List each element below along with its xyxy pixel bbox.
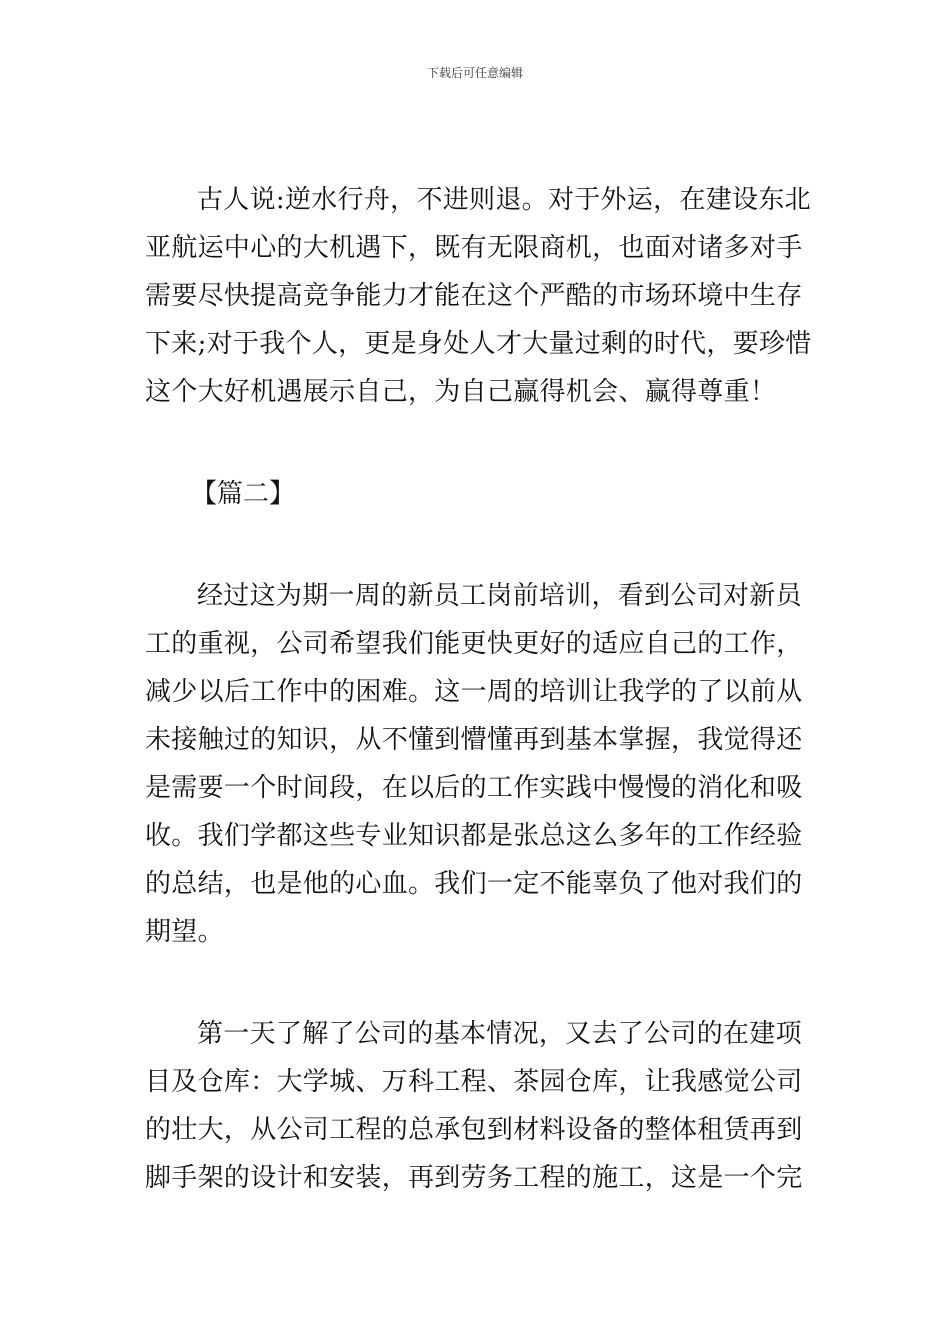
paragraph-line: 工的重视，公司希望我们能更快更好的适应自己的工作，: [145, 629, 803, 659]
paragraph-1: [145, 176, 812, 416]
document-body: [145, 176, 812, 1202]
paragraph-line: 是需要一个时间段，在以后的工作实践中慢慢的消化和吸: [145, 773, 803, 803]
paragraph-line: 古人说:逆水行舟，不进则退。对于外运，在建设东北: [197, 185, 811, 215]
paragraph-line: 第一天了解了公司的基本情况，又去了公司的在建项: [197, 1019, 802, 1049]
paragraph-line: 需要尽快提高竞争能力才能在这个严酷的市场环境中生存: [145, 281, 803, 311]
paragraph-line: 目及仓库：大学城、万科工程、茶园仓库，让我感觉公司: [145, 1067, 803, 1097]
paragraph-line: 的壮大，从公司工程的总承包到材料设备的整体租赁再到: [145, 1115, 803, 1145]
section-heading: 【篇二】: [191, 479, 296, 509]
paragraph-line: 的总结，也是他的心血。我们一定不能辜负了他对我们的: [145, 869, 803, 899]
paragraph-line: 未接触过的知识，从不懂到懵懂再到基本掌握，我觉得还: [145, 725, 803, 755]
page-header: 下载后可任意编辑: [426, 66, 523, 80]
paragraph-line: 下来;对于我个人，更是身处人才大量过剩的时代，要珍惜: [145, 329, 812, 359]
paragraph-line: 脚手架的设计和安装，再到劳务工程的施工，这是一个完: [145, 1163, 803, 1193]
paragraph-line: 亚航运中心的大机遇下，既有无限商机，也面对诸多对手: [145, 233, 803, 263]
paragraph-line: 这个大好机遇展示自己，为自己赢得机会、赢得尊重！: [145, 377, 777, 407]
paragraph-2: [145, 572, 807, 956]
paragraph-line: 经过这为期一周的新员工岗前培训，看到公司对新员: [197, 581, 802, 611]
paragraph-line: 期望。: [145, 917, 224, 947]
paragraph-3: [145, 1010, 807, 1202]
paragraph-line: 减少以后工作中的困难。这一周的培训让我学的了以前从: [145, 677, 803, 707]
paragraph-line: 收。我们学都这些专业知识都是张总这么多年的工作经验: [145, 821, 803, 851]
